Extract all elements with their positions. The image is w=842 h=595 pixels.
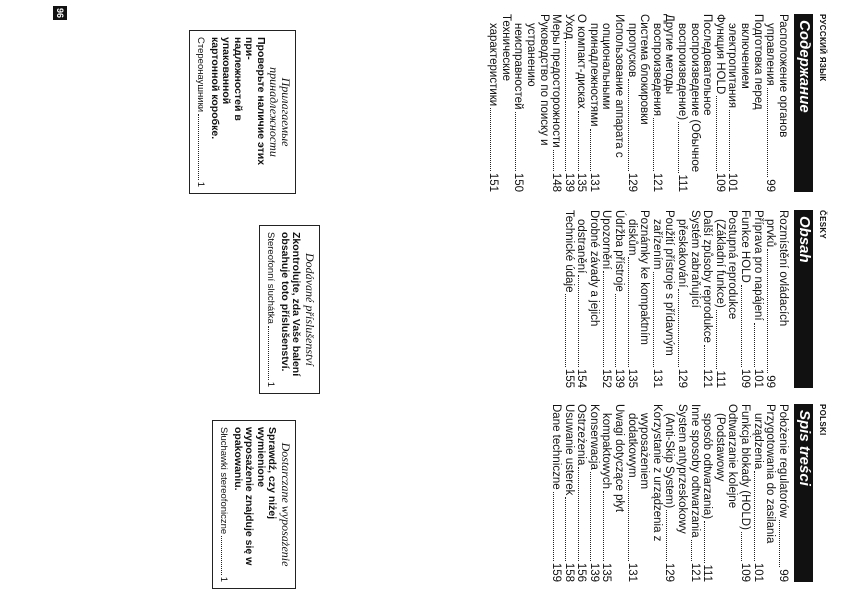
toc-entry	[776, 14, 789, 192]
accessories-box-polish	[212, 420, 296, 589]
toc-entry-text: принадлежностями	[587, 23, 600, 127]
dot-leader	[741, 285, 742, 367]
toc-entry-text: Korzystanie z urządzenia z	[650, 404, 663, 542]
toc-entry-text: Функция HOLD	[713, 14, 726, 95]
toc-entry	[613, 14, 626, 192]
toc-page-number: 111	[676, 174, 689, 192]
dot-leader	[628, 257, 629, 366]
accessories-item	[218, 427, 230, 582]
toc-entry	[663, 404, 676, 582]
dot-leader	[704, 345, 705, 367]
dot-leader	[754, 471, 755, 561]
toc-entry-text: воспроизведения	[650, 23, 663, 117]
toc-page-number: 154	[575, 368, 588, 388]
dot-leader	[515, 112, 516, 171]
toc-entry	[701, 14, 714, 192]
dot-leader	[653, 272, 654, 367]
toc-page-number: 155	[562, 368, 575, 388]
toc-entry	[562, 14, 575, 192]
dot-leader	[628, 79, 629, 171]
toc-entry	[751, 14, 764, 192]
toc-entry-text: Další způsoby reprodukce	[701, 210, 714, 343]
dot-leader	[691, 540, 692, 561]
toc-entry-text: Dane techniczne	[550, 404, 563, 490]
toc-page-number: 131	[650, 368, 663, 388]
toc-entry-text: Подготовка перед	[751, 14, 764, 110]
toc-page-number: 101	[726, 172, 739, 192]
toc-entry	[638, 14, 651, 192]
toc-entry-text: Расположение органов	[776, 14, 789, 138]
dot-leader	[565, 294, 566, 366]
dot-leader	[767, 249, 768, 373]
dot-leader	[268, 326, 269, 380]
toc-page-number: 129	[676, 368, 689, 388]
toc-entry	[764, 210, 777, 388]
accessories-instruction: Проверьте наличие этих при- надлежностей в упакованной картонной коробке.	[209, 37, 267, 166]
toc-page-number: 139	[562, 172, 575, 192]
toc-entry	[688, 14, 701, 192]
toc-page-number: 101	[751, 562, 764, 582]
toc-column-polish	[550, 404, 828, 582]
toc-entry-text: sposób odtwarzania)	[701, 413, 714, 520]
toc-page-number: 121	[650, 172, 663, 192]
toc-list	[550, 404, 789, 582]
toc-entry-text: Usuwanie usterek	[562, 404, 575, 496]
accessories-item-qty: 1	[195, 181, 207, 187]
toc-page-number: 131	[625, 562, 638, 582]
dot-leader	[198, 114, 199, 180]
toc-entry	[776, 210, 789, 388]
language-label: ČESKY	[818, 210, 827, 240]
toc-page-number: 109	[739, 562, 752, 582]
toc-entry-text: Inne sposoby odtwarzania	[688, 404, 701, 538]
dot-leader	[678, 122, 679, 172]
toc-entry-text: wyposażeniem	[638, 413, 651, 490]
accessories-instruction: Zkontrolujte, zda Vaše balení obsahuje toto příslušenství.	[279, 232, 303, 377]
toc-entry	[663, 210, 676, 388]
dot-leader	[666, 510, 667, 561]
dot-leader	[578, 275, 579, 366]
toc-page-number: 159	[550, 562, 563, 582]
toc-page-number: 129	[663, 562, 676, 582]
toc-entry-text: Последовательное	[701, 14, 714, 116]
dot-leader	[754, 323, 755, 367]
dot-leader	[767, 88, 768, 177]
toc-entry-text: přeskakování	[676, 219, 689, 288]
toc-entry-text: воспроизведение (Обычное	[688, 23, 701, 173]
dot-leader	[704, 521, 705, 562]
toc-page-number: 129	[625, 172, 638, 192]
toc-entry-text: Funkce HOLD	[739, 210, 752, 283]
toc-entry	[650, 404, 663, 582]
toc-entry	[600, 210, 613, 388]
toc-entry	[550, 404, 563, 582]
toc-page-number: 101	[751, 368, 764, 388]
toc-entry	[713, 404, 726, 582]
toc-entry-text: zařízením	[650, 219, 663, 270]
toc-entry-text: управления	[764, 23, 777, 86]
toc-entry	[738, 404, 751, 582]
toc-entry-text: Руководство по поиску и	[537, 14, 550, 146]
toc-page-number: 99	[764, 375, 777, 388]
accessories-box-czech	[259, 225, 320, 394]
toc-entry-text: Systém zabraňující	[688, 210, 701, 308]
toc-entry	[625, 404, 638, 582]
toc-entry-text: Uwagi dotyczące płyt	[613, 404, 626, 513]
toc-entry	[512, 14, 525, 192]
toc-entry	[600, 404, 613, 582]
toc-page-number: 150	[512, 172, 525, 192]
dot-leader	[616, 294, 617, 367]
toc-entry	[613, 210, 626, 388]
toc-entry	[701, 210, 714, 388]
toc-column-czech	[562, 210, 828, 388]
toc-list	[487, 14, 789, 192]
toc-page-number: 139	[613, 368, 626, 388]
toc-entry	[776, 404, 789, 582]
toc-entry-text: опциональными	[600, 23, 613, 110]
dot-leader	[553, 492, 554, 561]
toc-entry	[675, 14, 688, 192]
toc-page-number: 152	[600, 368, 613, 388]
accessories-item	[195, 37, 207, 187]
toc-entry-text: Technické údaje	[562, 210, 575, 293]
toc-entry-text: электропитания	[726, 23, 739, 109]
accessories-heading: Dodávané příslušenství	[303, 253, 317, 366]
toc-page-number: 135	[575, 172, 588, 192]
toc-entry	[587, 404, 600, 582]
toc-entry-text: Odtwarzanie kolejne	[726, 404, 739, 509]
toc-page-number: 135	[625, 368, 638, 388]
toc-entry	[575, 210, 588, 388]
dot-leader	[578, 111, 579, 171]
accessories-item-qty: 1	[218, 576, 230, 582]
accessories-item-name: Стереонаушники	[195, 37, 207, 113]
toc-entry-text: Konserwacja	[587, 404, 600, 470]
toc-entry-text: Уход	[562, 14, 575, 40]
toc-entry-text: Funkcja blokady (HOLD)	[739, 404, 752, 530]
toc-entry-text: prvků	[764, 219, 777, 248]
toc-page-number: 151	[487, 172, 500, 192]
toc-page-number: 148	[550, 172, 563, 192]
toc-entry	[751, 404, 764, 582]
toc-entry-text: kompaktowych	[600, 413, 613, 490]
toc-page-number: 135	[600, 562, 613, 582]
toc-entry-text: Другие методы	[663, 14, 676, 95]
toc-entry	[524, 14, 537, 192]
toc-page-number: 121	[701, 368, 714, 388]
accessories-heading: Прилагаемые принадлежности	[267, 67, 293, 157]
toc-page-number: 111	[713, 370, 726, 388]
toc-entry	[499, 14, 512, 192]
toc-entry-text: Upozornění	[600, 210, 613, 270]
toc-entry	[675, 210, 688, 388]
toc-entry	[738, 210, 751, 388]
toc-entry	[713, 210, 726, 388]
dot-leader	[779, 520, 780, 567]
toc-entry	[638, 404, 651, 582]
toc-entry	[587, 14, 600, 192]
toc-entry-text: характеристики	[487, 23, 500, 107]
toc-page-number: 99	[764, 179, 777, 192]
page-number-badge: 96	[55, 7, 65, 18]
dot-leader	[553, 150, 554, 171]
toc-entry	[738, 14, 751, 192]
accessories-item-name: Słuchawki stereofoniczne	[218, 427, 230, 535]
toc-entry-text: Przygotowania do zasilania	[764, 404, 777, 544]
toc-entry	[663, 14, 676, 192]
toc-entry	[701, 404, 714, 582]
toc-page-number: 139	[587, 562, 600, 582]
dot-leader	[603, 271, 604, 366]
toc-entry-text: diskům	[625, 219, 638, 256]
toc-entry-text: Система блокировки	[638, 14, 651, 125]
accessories-item-name: Stereofonní sluchátka	[265, 232, 277, 324]
toc-title: Содержание	[794, 14, 814, 192]
toc-entry-text: System antyprzeskokowy	[676, 404, 689, 534]
toc-entry	[726, 210, 739, 388]
dot-leader	[490, 108, 491, 171]
dot-leader	[590, 129, 591, 171]
toc-entry	[764, 14, 777, 192]
toc-entry	[600, 14, 613, 192]
toc-entry	[650, 210, 663, 388]
toc-page-number: 158	[562, 562, 575, 582]
toc-column-russian	[487, 14, 828, 192]
toc-entry-text: включением	[739, 23, 752, 89]
toc-entry	[537, 14, 550, 192]
toc-entry	[726, 404, 739, 582]
language-label: РУССКИЙ ЯЗЫК	[818, 14, 827, 82]
toc-entry-text: (Anti-Skip System)	[663, 413, 676, 509]
toc-page-number: 121	[688, 562, 701, 582]
toc-entry	[688, 404, 701, 582]
toc-entry	[487, 14, 500, 192]
toc-entry-text: Příprava pro napájení	[751, 210, 764, 321]
dot-leader	[716, 96, 717, 171]
dot-leader	[628, 480, 629, 561]
dot-leader	[590, 472, 591, 561]
dot-leader	[578, 467, 579, 560]
dot-leader	[729, 110, 730, 171]
toc-entry	[688, 210, 701, 388]
toc-entry-text: Údržba přístroje	[613, 210, 626, 292]
toc-entry	[575, 404, 588, 582]
toc-entry	[575, 14, 588, 192]
dot-leader	[603, 491, 604, 561]
toc-entry	[587, 210, 600, 388]
toc-entry	[613, 404, 626, 582]
dot-leader	[678, 289, 679, 366]
toc-entry-text: Použití přístroje s přídavným	[663, 210, 676, 356]
toc-page-number: 111	[701, 564, 714, 582]
accessories-instruction: Sprawdź, czy niżej wymienione wyposażenie znajduje się w opakowaniu.	[232, 427, 279, 566]
dot-leader	[741, 532, 742, 561]
toc-entry-text: Postupná reprodukce	[726, 210, 739, 320]
toc-entry-text: Rozmístění ovládacích	[776, 210, 789, 327]
dot-leader	[565, 497, 566, 560]
toc-entry-text: Poznámky ke kompaktním	[638, 210, 651, 345]
toc-entry-text: Технические	[499, 14, 512, 82]
toc-entry-text: (Základní funkce)	[713, 219, 726, 308]
toc-title: Obsah	[794, 210, 814, 388]
toc-entry-text: воспроизведение)	[676, 23, 689, 121]
toc-entry-text: устранению	[524, 23, 537, 87]
toc-entry	[675, 404, 688, 582]
toc-entry	[726, 14, 739, 192]
toc-entry	[751, 210, 764, 388]
dot-leader	[221, 536, 222, 575]
dot-leader	[565, 41, 566, 171]
toc-entry-text: пропусков	[625, 23, 638, 78]
dot-leader	[716, 310, 717, 369]
toc-page-number: 99	[776, 569, 789, 582]
toc-page-number: 156	[575, 562, 588, 582]
toc-entry-text: Ostrzeżenia	[575, 404, 588, 466]
toc-entry-text: Использование аппарата с	[613, 14, 626, 158]
toc-entry	[625, 14, 638, 192]
toc-entry-text: urządzenia	[751, 413, 764, 470]
toc-entry-text: dodatkowym	[625, 413, 638, 478]
toc-entry-text: Położenie regulatorów	[776, 404, 789, 518]
toc-page-number: 109	[713, 172, 726, 192]
accessories-box-russian	[189, 30, 296, 194]
accessories-heading: Dostarczane wyposażenie	[279, 442, 293, 567]
toc-entry-text: Drobné závady a jejich	[587, 210, 600, 327]
toc-entry	[562, 210, 575, 388]
toc-entry	[625, 210, 638, 388]
toc-list	[562, 210, 789, 388]
toc-entry	[562, 404, 575, 582]
toc-entry	[650, 14, 663, 192]
toc-entry	[638, 210, 651, 388]
toc-entry-text: О компакт-дисках	[575, 14, 588, 109]
toc-entry	[550, 14, 563, 192]
toc-page-number: 131	[587, 172, 600, 192]
toc-entry-text: Меры предосторожности	[550, 14, 563, 148]
accessories-item	[265, 232, 277, 387]
toc-title: Spis treści	[794, 404, 814, 582]
dot-leader	[653, 118, 654, 171]
toc-entry	[764, 404, 777, 582]
accessories-item-qty: 1	[265, 381, 277, 387]
language-label: POLSKI	[818, 404, 827, 436]
toc-entry-text: (Podstawowy	[713, 413, 726, 482]
toc-entry-text: неисправностей	[512, 23, 525, 110]
toc-entry	[713, 14, 726, 192]
toc-entry-text: odstranění	[575, 219, 588, 274]
toc-page-number: 109	[739, 368, 752, 388]
